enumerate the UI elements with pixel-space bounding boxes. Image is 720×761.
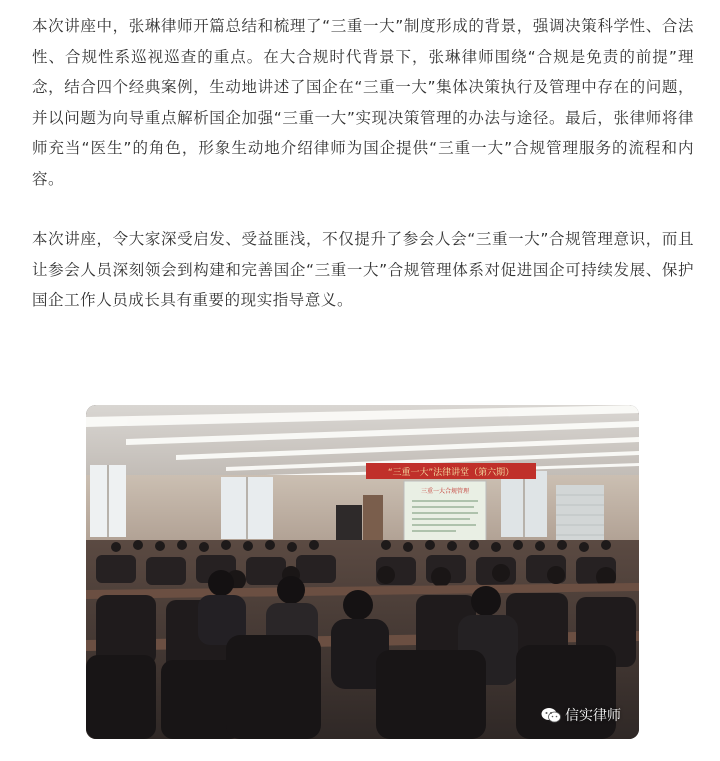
- article-paragraph-2: 本次讲座，令大家深受启发、受益匪浅，不仅提升了参会人会“三重一大”合规管理意识，而且让参会人员深刻领会到构建和完善国企“三重一大”合规管理体系对促进国企可持续发展、保护国企工作人员成长具有重要的现实指导意义。: [32, 230, 694, 309]
- podium-wall: [363, 495, 383, 545]
- lecture-hall-illustration: [86, 405, 639, 739]
- watermark-label: 信实律师: [565, 708, 621, 724]
- stage-door: [336, 505, 362, 545]
- banner-text: “三重一大”法律讲堂（第六期）: [387, 468, 515, 478]
- lecture-hall-photo: [86, 405, 639, 739]
- article-paragraph-1: 本次讲座中，张琳律师开篇总结和梳理了“三重一大”制度形成的背景，强调决策科学性、合法性、合规性系巡视巡查的重点。在大合规时代背景下，张琳律师围绕“合规是免责的前提”理念，结合四个经典案例，生动地讲述了国企在“三重一大”集体决策执行及管理中存在的问题，并以问题为向导重点解析国企加强“三重一大”实现决策管理的办法与途径。最后，张律师将律师充当“医生”的角色，形象生动地介绍律师为国企提供“三重一大”合规管理服务的流程和内容。: [32, 17, 694, 188]
- screen-title: 三重一大合规管理: [420, 488, 470, 495]
- wechat-icon: [541, 707, 561, 723]
- article-body: [32, 0, 694, 316]
- watermark: [541, 705, 621, 725]
